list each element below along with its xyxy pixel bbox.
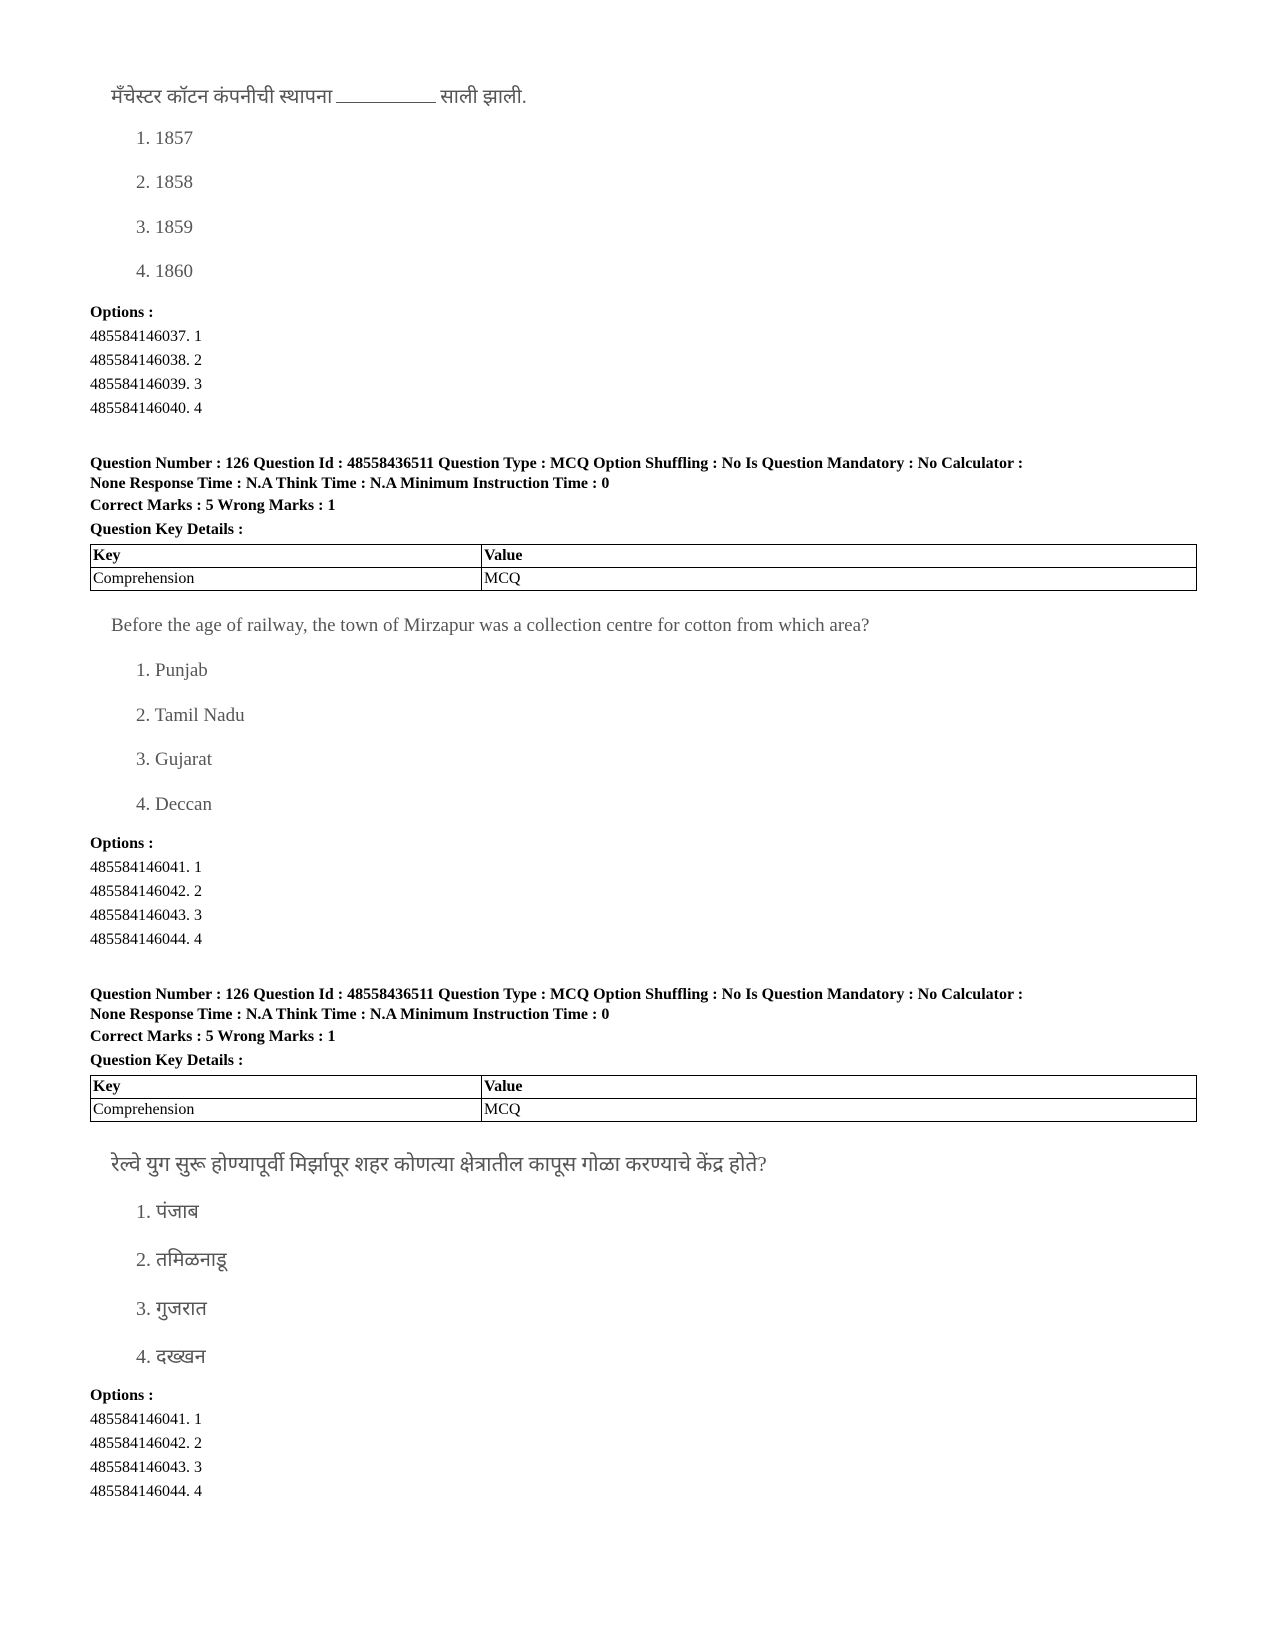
question-text-marathi-2: रेल्वे युग सुरू होण्यापूर्वी मिर्झापूर शहर कोणत्या क्षेत्रातील कापूस गोळा करण्याचे केंद्र होते? <box>111 1152 767 1176</box>
option-id-1: 485584146037. 1 <box>90 328 202 345</box>
option-id-3: 485584146043. 3 <box>90 1459 202 1476</box>
question-meta <box>90 454 1190 494</box>
options-label: Options : <box>90 1387 154 1404</box>
table-cell-value: MCQ <box>482 1099 1197 1122</box>
option-display-3: 3. 1859 <box>136 217 193 238</box>
option-display-4: 4. Deccan <box>136 794 212 815</box>
table-cell-key: Comprehension <box>91 568 482 591</box>
question-meta-line-2: None Response Time : N.A Think Time : N.A Minimum Instruction Time : 0 <box>90 475 610 492</box>
option-id-3: 485584146043. 3 <box>90 907 202 924</box>
option-display-2: 2. 1858 <box>136 172 193 193</box>
question-meta-line-1: Question Number : 126 Question Id : 48558436511 Question Type : MCQ Option Shuffling : No Is Question Mandatory : No Calculator : <box>90 455 1024 472</box>
option-display-2: 2. तमिळनाडू <box>136 1249 227 1271</box>
key-details-label: Question Key Details : <box>90 1052 244 1069</box>
key-details-label: Question Key Details : <box>90 521 244 538</box>
question-text-marathi-1 <box>111 82 527 109</box>
option-id-2: 485584146042. 2 <box>90 1435 202 1452</box>
table-header-key: Key <box>91 1076 482 1099</box>
question-text-part-2: साली झाली. <box>440 86 527 108</box>
question-meta-line-1: Question Number : 126 Question Id : 48558436511 Question Type : MCQ Option Shuffling : No Is Question Mandatory : No Calculator : <box>90 986 1024 1003</box>
option-display-4: 4. दख्खन <box>136 1346 206 1368</box>
table-header-value: Value <box>482 545 1197 568</box>
marks-line: Correct Marks : 5 Wrong Marks : 1 <box>90 1028 336 1045</box>
option-id-4: 485584146044. 4 <box>90 1483 202 1500</box>
question-meta-line-2: None Response Time : N.A Think Time : N.A Minimum Instruction Time : 0 <box>90 1006 610 1023</box>
option-display-2: 2. Tamil Nadu <box>136 705 245 726</box>
table-header-key: Key <box>91 545 482 568</box>
table-cell-key: Comprehension <box>91 1099 482 1122</box>
option-id-1: 485584146041. 1 <box>90 859 202 876</box>
option-id-4: 485584146040. 4 <box>90 400 202 417</box>
option-id-1: 485584146041. 1 <box>90 1411 202 1428</box>
option-display-1: 1. पंजाब <box>136 1201 199 1223</box>
key-details-table <box>90 544 1197 591</box>
marks-line: Correct Marks : 5 Wrong Marks : 1 <box>90 497 336 514</box>
table-row <box>91 1099 1197 1122</box>
question-text-part-1: मँचेस्टर कॉटन कंपनीची स्थापना <box>111 86 333 108</box>
question-meta <box>90 985 1190 1025</box>
option-display-3: 3. Gujarat <box>136 749 212 770</box>
option-id-2: 485584146038. 2 <box>90 352 202 369</box>
option-id-4: 485584146044. 4 <box>90 931 202 948</box>
fill-blank <box>336 86 436 103</box>
option-display-1: 1. 1857 <box>136 128 193 149</box>
option-id-3: 485584146039. 3 <box>90 376 202 393</box>
key-details-table <box>90 1075 1197 1122</box>
question-text-english: Before the age of railway, the town of Mirzapur was a collection centre for cotton from which area? <box>111 615 870 636</box>
options-label: Options : <box>90 304 154 321</box>
table-header-row <box>91 1076 1197 1099</box>
option-id-2: 485584146042. 2 <box>90 883 202 900</box>
option-display-3: 3. गुजरात <box>136 1298 207 1320</box>
table-header-value: Value <box>482 1076 1197 1099</box>
options-label: Options : <box>90 835 154 852</box>
option-display-4: 4. 1860 <box>136 261 193 282</box>
table-header-row <box>91 545 1197 568</box>
table-cell-value: MCQ <box>482 568 1197 591</box>
option-display-1: 1. Punjab <box>136 660 208 681</box>
table-row <box>91 568 1197 591</box>
